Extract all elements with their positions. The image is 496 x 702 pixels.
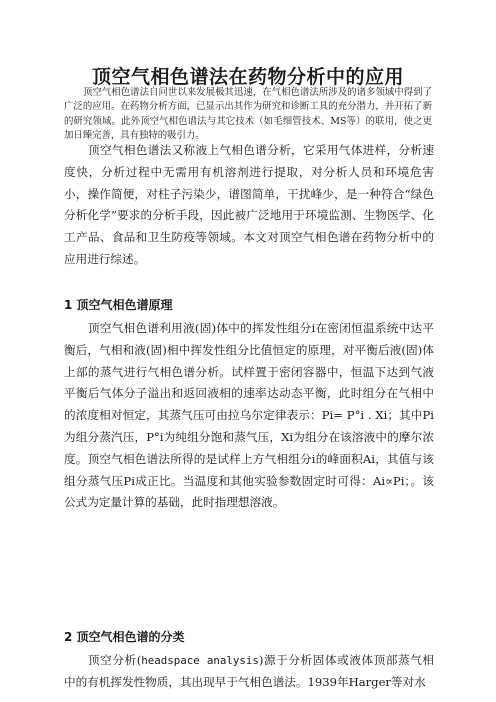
section-1-heading: 1 顶空气相色谱原理 bbox=[64, 298, 173, 312]
section-2-text-suffix: 等对水 bbox=[390, 674, 426, 689]
section-2-text-mid: )源于分析固体或液体顶部蒸气相中的有机挥发性物质，其出现早于气相色谱法。1939年 bbox=[64, 653, 434, 689]
section-2-author: Harger bbox=[348, 674, 391, 689]
section-2-term: headspace analysis bbox=[141, 654, 259, 667]
section-2-text-prefix: 顶空分析( bbox=[88, 653, 142, 667]
intro-paragraph: 顶空气相色谱法又称液上气相色谱分析，它采用气体进样，分析速度快，分析过程中无需用有机溶剂进行提取，对分析人员和环境危害小，操作简便，对柱子污染少，谱图简单，干扰峰少，是一种符合“绿色分析化学”要求的分析手段，因此被广泛地用于环境监测、生物医学、化工产品、食品和卫生防疫等领域。本文对顶空气相色谱在药物分析中的应用进行综述。 bbox=[64, 143, 434, 266]
section-1-paragraph: 顶空气相色谱利用液(固)体中的挥发性组分i在密闭恒温系统中达平衡后，气相和液(固)相中挥发性组分比值恒定的原理，对平衡后液(固)体上部的蒸气进行气相色谱分析。试样置于密闭容器中，恒温下达到气液平衡后气体分子溢出和返回液相的速率达动态平衡，此时组分在气相中的浓度相对恒定，其蒸气压可由拉乌尔定律表示：Pi= P°i . Xi；其中Pi为组分蒸汽压，P°i为纯组分饱和蒸气压，Xi为组分在该溶液中的摩尔浓度。顶空气相色谱法所得的是试样上方气相组分i的峰面积Ai，其值与该组分蒸气压Pi成正比。当温度和其他实验参数固定时可得：Ai∝Pi；。该公式为定量计算的基础，此时指理想溶液。 bbox=[64, 321, 434, 510]
section-2-heading: 2 顶空气相色谱的分类 bbox=[64, 630, 185, 644]
section-2-paragraph bbox=[64, 650, 434, 694]
page-title: 顶空气相色谱法在药物分析中的应用 bbox=[91, 66, 404, 88]
abstract-paragraph: 顶空气相色谱法自问世以来发展极其迅速，在气相色谱法所涉及的诸多领域中得到了广泛的应用。在药物分析方面，已显示出其作为研究和诊断工具的充分潜力，并开拓了新的研究领域。此外顶空气相色谱法与其它技术（如毛细管技术、MS等）的联用，使之更加日臻完善，具有独特的吸引力。 bbox=[64, 87, 432, 142]
